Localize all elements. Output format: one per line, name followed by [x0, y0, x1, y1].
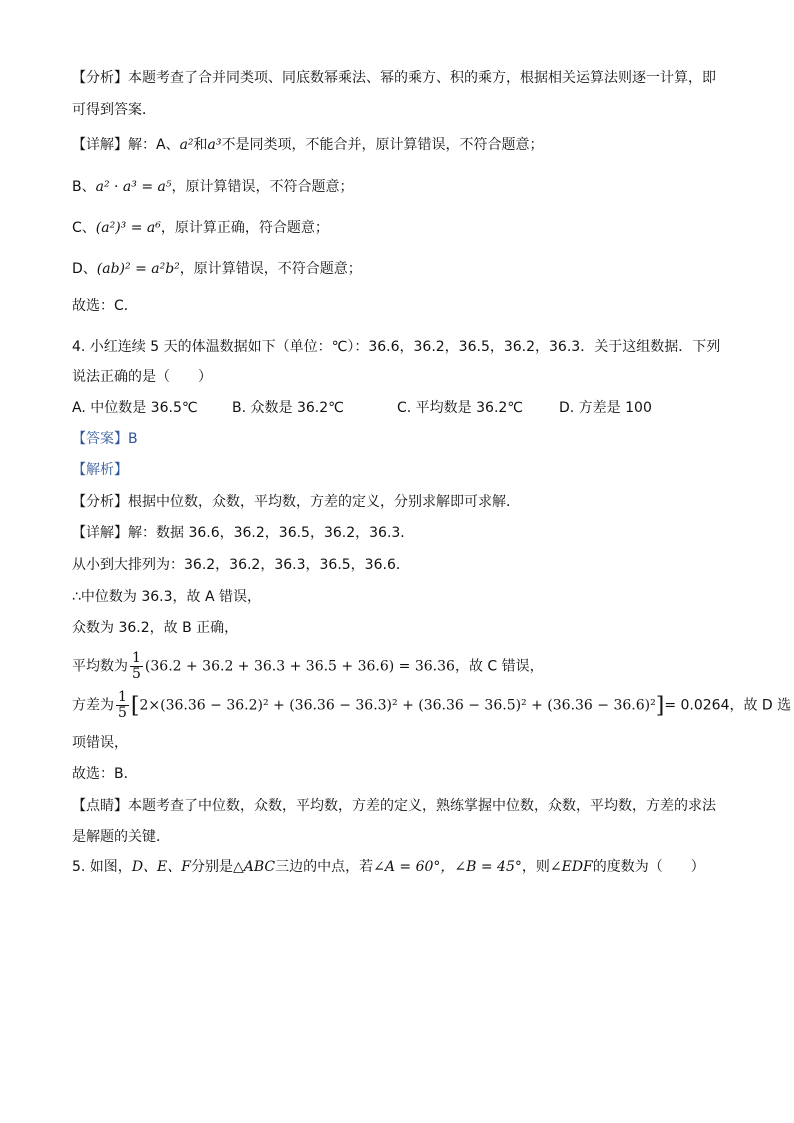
math-a3: a³ [207, 137, 222, 153]
variance-fraction [116, 690, 129, 721]
right-bracket: ] [655, 693, 665, 719]
choose-b: 故选：B． [72, 766, 138, 782]
math-b-expr: a² · a³ = a⁵ [95, 179, 172, 195]
detail-d-prefix: D、 [72, 261, 97, 277]
option-a: A. 中位数是 36.5℃ [72, 400, 198, 416]
mean-prefix: 平均数为 [72, 658, 128, 675]
var-frac-numerator: 1 [118, 689, 127, 705]
left-bracket: [ [130, 693, 140, 719]
math-c-expr: (a²)³ = a⁶ [95, 220, 161, 236]
q5-points: D、E、F [131, 859, 191, 875]
detail-d-suffix: ，原计算错误，不符合题意； [179, 261, 362, 277]
detail-a-suffix: 不是同类项，不能合并，原计算错误，不符合题意； [221, 137, 544, 153]
variance-suffix: = 0.0264，故 D 选 [664, 697, 792, 714]
q5-end: 的度数为（ ） [592, 859, 705, 875]
q4-variance-cont: 项错误， [72, 735, 128, 751]
q5-mid: 分别是 [190, 859, 233, 875]
analysis-line-1: 【分析】本题考查了合并同类项、同底数幂乘法、幂的乘方、积的乘方，根据相关运算法则逐一计算，即 [72, 70, 716, 86]
choose-c: 故选：C． [72, 298, 138, 314]
q4-mean-line [72, 651, 544, 682]
detail-a-prefix: 【详解】解：A、 [72, 137, 180, 153]
q4-median: ∴中位数为 36.3，故 A 错误， [72, 589, 262, 605]
analysis-line-2: 可得到答案． [72, 102, 156, 118]
q4-mode: 众数为 36.2，故 B 正确， [72, 620, 239, 636]
q5-target-angle: ∠EDF [549, 859, 593, 875]
frac-denominator: 5 [132, 666, 141, 682]
q5-prefix: 5. 如图， [72, 859, 132, 875]
frac-numerator: 1 [132, 650, 141, 666]
dianjing-line-2: 是解题的关键． [72, 829, 170, 845]
math-a2: a² [179, 137, 194, 153]
detail-b-prefix: B、 [72, 179, 96, 195]
answer-label: 【答案】B [72, 431, 138, 447]
q5-mid2: 三边的中点，若 [275, 859, 374, 875]
q4-detail: 【详解】解：数据 36.6，36.2，36.5，36.2，36.3． [72, 525, 415, 541]
q5-angles: ∠A = 60°，∠B = 45° [373, 859, 522, 875]
detail-c-prefix: C、 [72, 220, 96, 236]
mean-expression: (36.2 + 36.2 + 36.3 + 36.5 + 36.6) = 36.36 [144, 658, 455, 675]
q4-variance-line [72, 690, 791, 722]
q4-sorted: 从小到大排列为：36.2，36.2，36.3，36.5，36.6． [72, 557, 410, 573]
detail-a-line [72, 135, 544, 155]
detail-b-line [72, 177, 353, 197]
question-4-line-2: 说法正确的是（ ） [72, 369, 212, 385]
option-d: D. 方差是 100 [559, 400, 652, 416]
mean-fraction [130, 651, 143, 682]
detail-d-line [72, 259, 362, 279]
jiexi-label: 【解析】 [72, 462, 128, 478]
question-5-line [72, 857, 705, 877]
mean-suffix: ，故 C 错误， [454, 658, 544, 675]
detail-c-suffix: ，原计算正确，符合题意； [160, 220, 329, 236]
dianjing-line-1: 【点睛】本题考查了中位数，众数，平均数，方差的定义，熟练掌握中位数，众数，平均数，方差的求法 [72, 798, 716, 814]
q4-analysis: 【分析】根据中位数，众数，平均数，方差的定义，分别求解即可求解． [72, 494, 520, 510]
math-d-expr: (ab)² = a²b² [96, 261, 180, 277]
detail-c-line [72, 218, 329, 238]
option-c: C. 平均数是 36.2℃ [397, 400, 524, 416]
option-b: B. 众数是 36.2℃ [232, 400, 344, 416]
q5-triangle: △ABC [232, 859, 276, 875]
variance-expression: 2×(36.36 − 36.2)² + (36.36 − 36.3)² + (36.36 − 36.5)² + (36.36 − 36.6)² [139, 697, 656, 714]
question-4-options [72, 398, 652, 418]
and-word: 和 [193, 137, 208, 153]
question-4-line-1: 4. 小红连续 5 天的体温数据如下（单位：℃）：36.6，36.2，36.5，36.2，36.3．关于这组数据．下列 [72, 339, 721, 355]
detail-b-suffix: ，原计算错误，不符合题意； [171, 179, 354, 195]
var-frac-denominator: 5 [118, 705, 127, 721]
variance-prefix: 方差为 [72, 697, 114, 714]
q5-post: ，则 [521, 859, 550, 875]
